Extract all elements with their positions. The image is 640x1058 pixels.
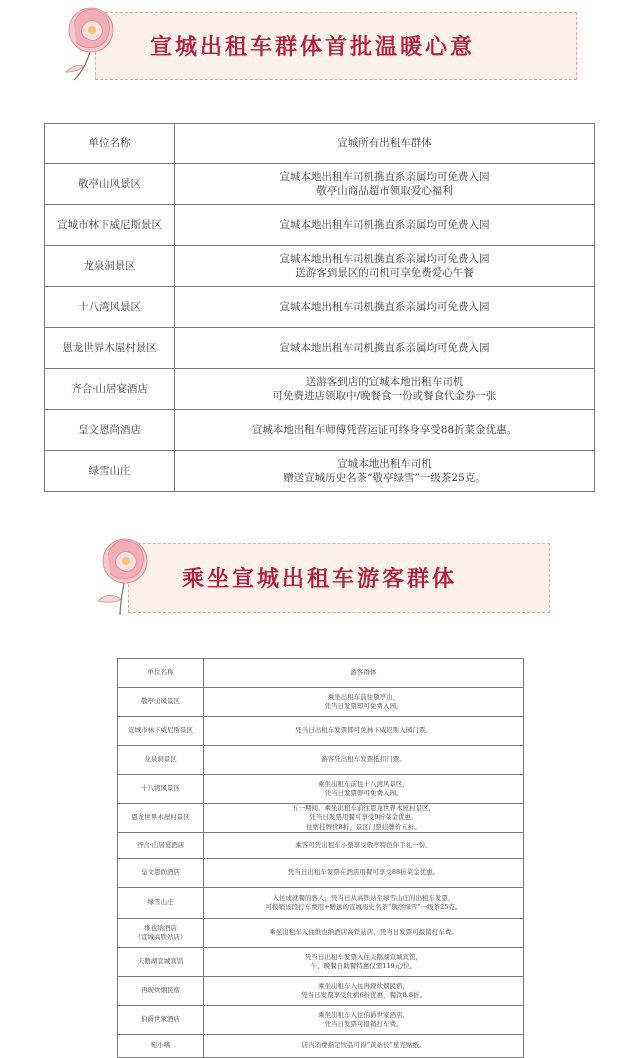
unit-name-cell bbox=[45, 205, 175, 246]
table-row bbox=[118, 717, 524, 746]
unit-name-cell bbox=[118, 919, 204, 948]
unit-name-text: 龙泉洞景区 bbox=[83, 259, 136, 272]
table-row bbox=[118, 1006, 524, 1035]
table-row bbox=[118, 833, 524, 859]
unit-name-cell bbox=[118, 746, 204, 775]
benefit-cell bbox=[175, 287, 595, 328]
column-header-unit: 单位名称 bbox=[118, 659, 204, 688]
benefit-text: 凭当日发票用餐可享受9折菜金优惠， bbox=[309, 813, 418, 822]
unit-name-text: 齐合·山居宴酒店 bbox=[136, 840, 185, 849]
benefit-text: 凭当日发票即可免费入园。 bbox=[324, 702, 403, 710]
benefit-cell bbox=[175, 246, 595, 287]
benefit-text: 游客凭出租车发票抵扣门票。 bbox=[321, 755, 406, 764]
table-row bbox=[118, 688, 524, 717]
table-row bbox=[45, 369, 595, 410]
unit-name-text: 再现炊烟民宿 bbox=[141, 986, 180, 995]
unit-name-text: 十八湾风景区 bbox=[78, 300, 141, 313]
benefit-text: 宣城本地出租车司机 bbox=[337, 457, 432, 470]
unit-name-cell bbox=[45, 287, 175, 328]
benefit-text: 凭当日出租车发票即可免林下威尼斯入园门票。 bbox=[295, 726, 432, 735]
benefit-text: 送游客到店的宣城本地出租车司机 bbox=[305, 375, 464, 388]
section-2-title: 乘坐宣城出租车游客群体 bbox=[182, 567, 458, 592]
benefit-text: 入住或就餐的客人，凭当日从高铁站至绿雪山庄的出租车发票， bbox=[272, 893, 455, 902]
benefit-cell bbox=[204, 859, 524, 888]
benefit-text: 店内消费指定饮品可得“黄站长”星光贴纸。 bbox=[301, 1041, 426, 1050]
unit-name-text: 敬亭山风景区 bbox=[141, 697, 180, 706]
benefit-text: 五一期间，乘坐出租车前往恩龙世界木屋村景区， bbox=[292, 804, 435, 813]
unit-name-text: 绿雪山庄 bbox=[147, 898, 174, 907]
unit-name-cell bbox=[118, 717, 204, 746]
benefit-text: 可报销该段打车费用+赠送的宣城历史名茶“敬亭绿雪”一级茶25克。 bbox=[265, 903, 462, 911]
peony-flower-icon bbox=[56, 2, 126, 82]
unit-name-cell bbox=[45, 410, 175, 451]
benefit-cell bbox=[204, 1006, 524, 1035]
benefit-cell bbox=[175, 451, 595, 492]
benefit-text: 宣城本地出租车师傅凭营运证可终身享受88折菜金优惠。 bbox=[251, 423, 518, 436]
benefit-text: 送游客到景区的司机可享免费爱心午餐 bbox=[295, 267, 474, 279]
unit-name-cell bbox=[45, 164, 175, 205]
benefit-text: 乘客可凭出租车小票享受敬亭特色伴手礼一份。 bbox=[295, 840, 432, 849]
benefit-text: 敬亭山商品超市领取爱心福利 bbox=[316, 185, 453, 197]
benefit-text: 凭当日出租车发票入住天鹅湖宣城宾馆， bbox=[305, 952, 422, 961]
unit-name-text: 宣城市林下威尼斯景区 bbox=[57, 218, 162, 231]
table-row bbox=[118, 746, 524, 775]
unit-name-cell bbox=[118, 977, 204, 1006]
benefit-cell bbox=[204, 977, 524, 1006]
benefit-text: 午、晚餐自助餐特惠仅需119元/位。 bbox=[310, 962, 417, 970]
table-row bbox=[118, 948, 524, 977]
benefit-text: 乘坐出租车入住维也纳酒店高铁站店，凭当日发票可报销打车费。 bbox=[269, 928, 458, 937]
benefit-text: 宣城本地出租车司机携直系亲属均可免费入园 bbox=[279, 170, 490, 183]
table-row bbox=[45, 205, 595, 246]
unit-name-text: 皇文恩尚酒店 bbox=[78, 423, 141, 436]
unit-name-text: 敬亭山风景区 bbox=[78, 177, 141, 190]
benefit-cell bbox=[175, 205, 595, 246]
benefit-text: 赠送宣城历史名茶“敬亭绿雪”一级茶25克。 bbox=[283, 472, 486, 484]
unit-name-cell bbox=[118, 859, 204, 888]
unit-name-cell bbox=[45, 369, 175, 410]
column-header-unit: 单位名称 bbox=[45, 124, 175, 164]
benefit-cell bbox=[204, 833, 524, 859]
unit-name-text: 宛小嗜 bbox=[150, 1041, 171, 1050]
unit-name-text: 恩龙世界木屋村景区 bbox=[62, 341, 157, 354]
benefit-cell bbox=[204, 804, 524, 833]
benefit-cell bbox=[204, 717, 524, 746]
table-row bbox=[45, 246, 595, 287]
unit-name-text: 伯爵世家酒店 bbox=[141, 1015, 180, 1024]
unit-name-text: 齐合·山居宴酒店 bbox=[71, 382, 148, 395]
unit-name-text: 十八湾风景区 bbox=[141, 784, 180, 793]
benefit-text: 凭当日发票享受住宿6折优惠，餐饮8.8折。 bbox=[301, 991, 426, 999]
unit-name-text: 龙泉洞景区 bbox=[144, 755, 177, 764]
column-header-benefit: 宣城所有出租车群体 bbox=[175, 124, 595, 164]
benefit-cell bbox=[175, 328, 595, 369]
unit-name-cell bbox=[118, 1035, 204, 1058]
unit-name-cell bbox=[118, 833, 204, 859]
section-2-header-row bbox=[118, 659, 524, 688]
benefit-text: 凭当日发票即可免费入园。 bbox=[324, 789, 403, 797]
taxi-passenger-benefits-table bbox=[117, 658, 524, 1058]
table-row bbox=[45, 451, 595, 492]
table-row bbox=[45, 410, 595, 451]
table-row bbox=[45, 328, 595, 369]
benefit-text: 宣城本地出租车司机携直系亲属均可免费入园 bbox=[279, 218, 490, 231]
benefit-cell bbox=[204, 1035, 524, 1058]
table-row bbox=[118, 775, 524, 804]
unit-name-cell bbox=[118, 804, 204, 833]
section-1-title: 宣城出租车群体首批温暖心意 bbox=[150, 35, 476, 60]
unit-name-cell bbox=[45, 328, 175, 369]
table-row bbox=[118, 977, 524, 1006]
benefit-cell bbox=[175, 369, 595, 410]
benefit-cell bbox=[204, 746, 524, 775]
unit-name-text: （宣城高铁站店） bbox=[134, 933, 187, 941]
unit-name-cell bbox=[45, 246, 175, 287]
table-row bbox=[118, 804, 524, 833]
benefit-text: 凭当日出租车发票在酒店用餐可享受88折菜金优惠。 bbox=[287, 868, 440, 877]
table-row bbox=[118, 888, 524, 919]
unit-name-cell bbox=[118, 688, 204, 717]
benefit-text: 住宿挂牌价8折，景区门票挂牌价五折。 bbox=[306, 822, 421, 831]
unit-name-text: 维也纳酒店 bbox=[144, 923, 177, 932]
column-header-benefit: 游客群体 bbox=[204, 659, 524, 688]
benefit-text: 宣城本地出租车司机携直系亲属均可免费入园 bbox=[279, 300, 490, 313]
unit-name-cell bbox=[118, 888, 204, 919]
benefit-cell bbox=[175, 164, 595, 205]
benefit-cell bbox=[204, 775, 524, 804]
peony-flower-icon bbox=[90, 533, 160, 618]
benefit-text: 乘坐出租车入住再现炊烟民宿， bbox=[318, 981, 409, 990]
benefit-cell bbox=[204, 919, 524, 948]
table-row bbox=[118, 859, 524, 888]
benefit-text: 宣城本地出租车司机携直系亲属均可免费入园 bbox=[279, 341, 490, 354]
benefit-text: 乘坐出租车前往敬亭山， bbox=[327, 692, 400, 701]
unit-name-text: 绿雪山庄 bbox=[88, 464, 131, 477]
benefit-text: 凭当日发票可报销打车费。 bbox=[324, 1020, 403, 1028]
benefit-text: 乘坐出租车入住伯爵世家酒店， bbox=[318, 1010, 409, 1019]
unit-name-cell bbox=[118, 775, 204, 804]
unit-name-cell bbox=[118, 948, 204, 977]
table-row bbox=[118, 1035, 524, 1058]
benefit-cell bbox=[175, 410, 595, 451]
unit-name-text: 宣城市林下威尼斯景区 bbox=[128, 726, 193, 735]
table-row bbox=[45, 164, 595, 205]
benefit-cell bbox=[204, 688, 524, 717]
unit-name-cell bbox=[45, 451, 175, 492]
table-row bbox=[118, 919, 524, 948]
benefit-text: 宣城本地出租车司机携直系亲属均可免费入园 bbox=[279, 252, 490, 265]
benefit-text: 可免费进店领取中/晚餐食一份或餐食代金券一张 bbox=[272, 390, 497, 402]
taxi-driver-benefits-table bbox=[44, 123, 595, 492]
table-row bbox=[45, 287, 595, 328]
unit-name-text: 恩龙世界木屋村景区 bbox=[131, 813, 190, 822]
unit-name-text: 天鹅湖宣城宾馆 bbox=[137, 957, 184, 966]
benefit-cell bbox=[204, 888, 524, 919]
benefit-text: 乘坐出租车前往十八湾风景区， bbox=[318, 779, 409, 788]
section-1-header-row bbox=[45, 124, 595, 164]
unit-name-cell bbox=[118, 1006, 204, 1035]
unit-name-text: 皇文恩尚酒店 bbox=[141, 868, 180, 877]
benefit-cell bbox=[204, 948, 524, 977]
